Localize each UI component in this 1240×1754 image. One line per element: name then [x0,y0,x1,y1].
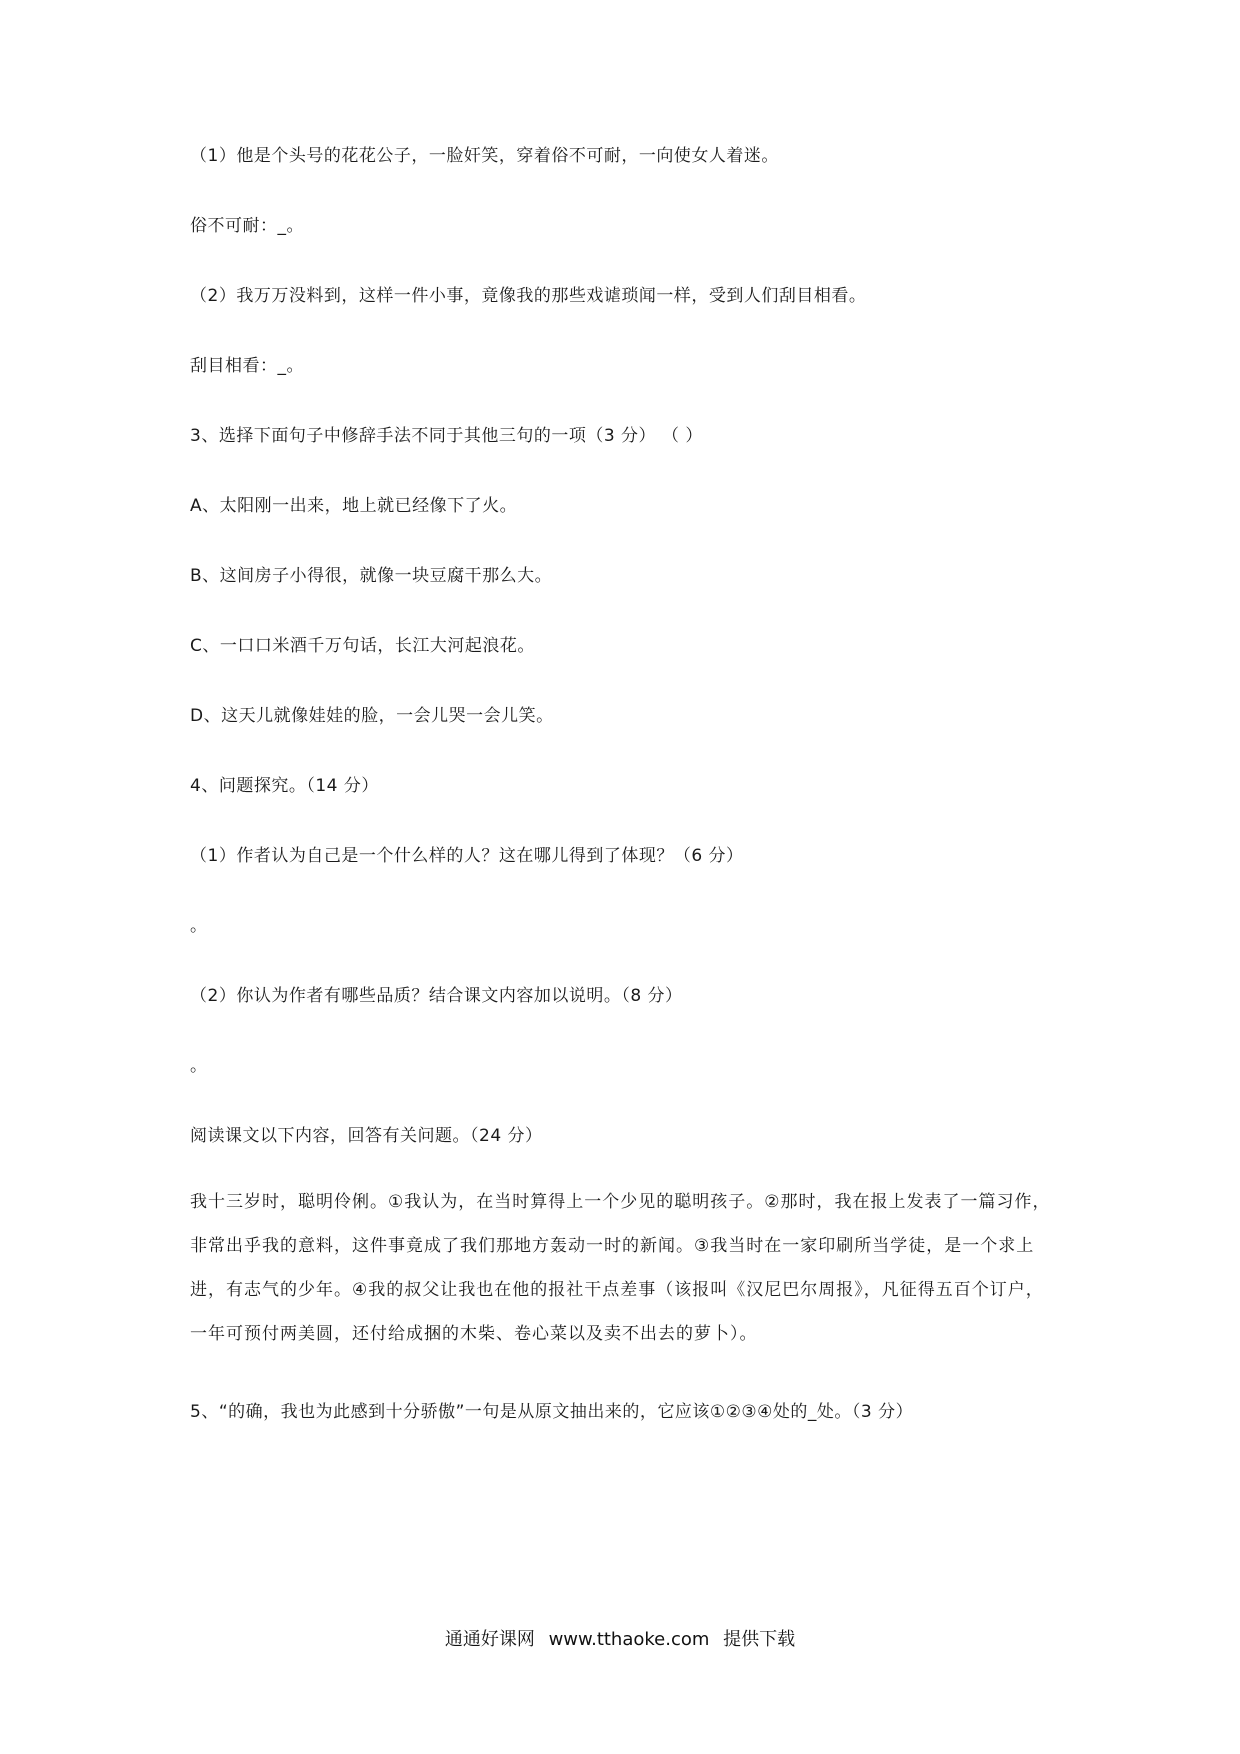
sentence-1: （1）他是个头号的花花公子，一脸奸笑，穿着俗不可耐，一向使女人着迷。 [190,146,779,166]
reading-instruction: 阅读课文以下内容，回答有关问题。（24 分） [190,1126,543,1146]
footer-suffix: 提供下载 [723,1629,796,1650]
answer-line-4: 。 [190,1056,208,1076]
answer-line-3: 。 [190,916,208,936]
question-4-2: （2）你认为作者有哪些品质？结合课文内容加以说明。（8 分） [190,986,683,1006]
option-b: B、这间房子小得很，就像一块豆腐干那么大。 [190,566,553,586]
question-4-1: （1）作者认为自己是一个什么样的人？这在哪儿得到了体现？（6 分） [190,846,744,866]
footer-url: www.tthaoke.com [548,1629,710,1650]
question-5: 5、“的确，我也为此感到十分骄傲”一句是从原文抽出来的，它应该①②③④处的_处。（3 分） [190,1402,914,1422]
answer-line-2: 刮目相看：_。 [190,356,304,376]
question-3: 3、选择下面句子中修辞手法不同于其他三句的一项（3 分） （ ） [190,426,703,446]
question-4: 4、问题探究。（14 分） [190,776,379,796]
option-d: D、这天儿就像娃娃的脸，一会儿哭一会儿笑。 [190,706,554,726]
reading-passage: 我十三岁时，聪明伶俐。①我认为，在当时算得上一个少见的聪明孩子。②那时，我在报上发表了一篇习作，非常出乎我的意料，这件事竟成了我们那地方轰动一时的新闻。③我当时在一家印刷所当学徒，是一个求上进，有志气的少年。④我的叔父让我也在他的报社干点差事（该报叫《汉尼巴尔周报》，凡征得五百个订户，一年可预付两美圆，还付给成捆的木柴、卷心菜以及卖不出去的萝卜）。 [190,1192,1051,1344]
option-c: C、一口口米酒千万句话，长江大河起浪花。 [190,636,535,656]
answer-line-1: 俗不可耐：_。 [190,216,304,236]
sentence-2: （2）我万万没料到，这样一件小事，竟像我的那些戏谑琐闻一样，受到人们刮目相看。 [190,286,867,306]
option-a: A、太阳刚一出来，地上就已经像下了火。 [190,496,518,516]
footer-site-name: 通通好课网 [444,1629,535,1650]
page-footer [0,1628,1240,1652]
